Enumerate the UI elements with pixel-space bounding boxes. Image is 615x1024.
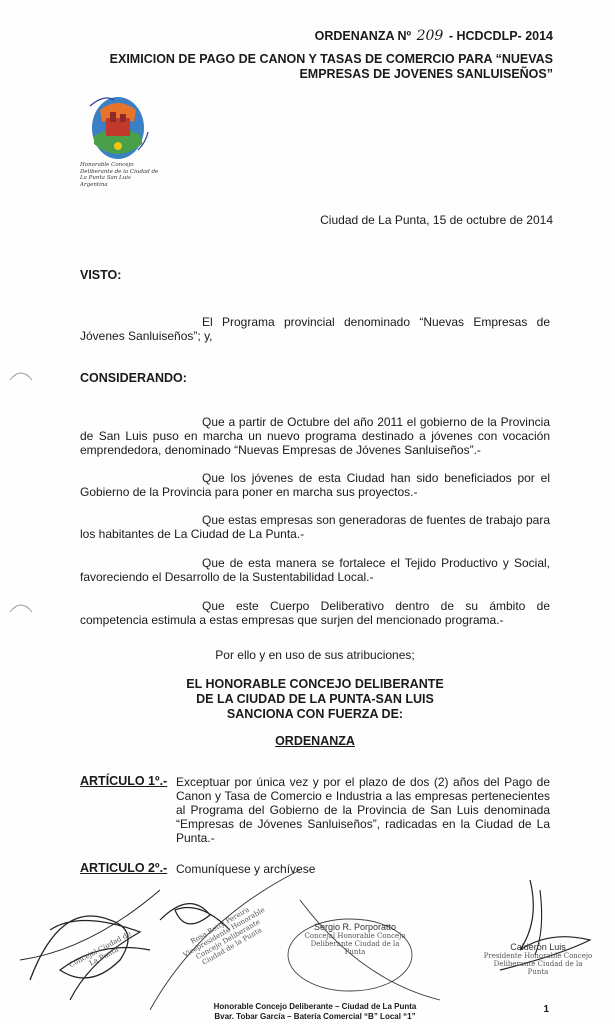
considerando-paragraph: Que los jóvenes de esta Ciudad han sido beneficiados por el Gobierno de la Provincia para poner en marcha sus proyectos.- [80,471,550,499]
article-1-text: Exceptuar por única vez y por el plazo de dos (2) años del Pago de Canon y Tasa de Comercio e Industria a las empresas pertenecientes al Programa del Gobierno de la Provincia de San Luis denominada “Empresas de Jóvenes Sanluiseños”, radicadas en la Ciudad de La Punta.- [176,775,550,845]
footer-line-1: Honorable Concejo Deliberante – Ciudad de La Punta [213,1002,417,1011]
council-line-1: EL HONORABLE CONCEJO DELIBERANTE [186,677,444,691]
council-block [80,677,550,722]
visto-text: El Programa provincial denominado “Nuevas Empresas de Jóvenes Sanluiseños”; y, [80,315,550,343]
ordenanza-heading: ORDENANZA [275,734,355,748]
por-ello-line: Por ello y en uso de sus atribuciones; [215,648,415,662]
article-label-suffix: .- [159,861,168,875]
council-line-2: DE LA CIUDAD DE LA PUNTA-SAN LUIS [196,692,434,706]
article-label-suffix: .- [159,774,168,788]
footer-line-2: Bvar. Tobar García – Batería Comercial “B” Local “1” [214,1012,416,1021]
date-line: Ciudad de La Punta, 15 de octubre de 2014 [320,213,553,227]
footer [80,1002,550,1022]
right-signature-name: Calderón Luis [510,942,566,952]
article-label-text: ARTÍCULO 1º [80,774,160,788]
page-number: 1 [543,1004,549,1015]
punch-hole-mark-icon [8,368,34,382]
center-signature-stamp: Concejal Honorable Concejo Deliberante Ciudad de la Punta [304,932,406,956]
ordinance-suffix: - HCDCDLP- 2014 [448,29,553,43]
ordinance-number-line [315,28,553,44]
punch-hole-mark-icon [8,600,34,614]
considerando-paragraph: Que estas empresas son generadoras de fuentes de trabajo para los habitantes de La Ciudad de La Punta.- [80,513,550,541]
considerando-paragraph: Que este Cuerpo Deliberativo dentro de su ámbito de competencia estimula a estas empresas que surjen del mencionado programa.- [80,599,550,627]
ordinance-number: 209 [416,28,444,44]
article-2-text: Comuníquese y archívese [176,862,316,876]
left-signature-stamp: Concejal Ciudad de La Punta [67,929,133,970]
article-label-text: ARTICULO 2º [80,861,160,875]
considerando-paragraph: Que a partir de Octubre del año 2011 el gobierno de la Provincia de San Luis puso en marcha un nuevo programa destinado a jóvenes con vocación emprendedora, denominado “Nuevas Empresas de Jóvenes Sanluiseños”.- [80,415,550,457]
right-signature [483,942,593,976]
center-signature [300,922,410,956]
considerando-heading: CONSIDERANDO: [80,371,187,385]
considerando-paragraph: Que de esta manera se fortalece el Tejido Productivo y Social, favoreciendo el Desarrollo de la Sustentabilidad Local.- [80,556,550,584]
council-crest-icon [84,92,154,162]
logo-caption: Honorable Concejo Deliberante de la Ciudad de La Punta San Luis Argentina [80,162,159,188]
ordinance-title: EXIMICION DE PAGO DE CANON Y TASAS DE COMERCIO PARA “NUEVAS EMPRESAS DE JOVENES SANLUISEÑOS” [109,52,553,81]
mid-left-signature-stamp: Rosa Betty Pereira Vicepresidente Honorable Concejo Deliberante Ciudad de la Punta [181,905,267,967]
right-signature-stamp: Presidente Honorable Concejo Deliberante Ciudad de la Punta [483,952,593,976]
council-line-3: SANCIONA CON FUERZA DE: [226,707,404,721]
article-1-label [80,774,167,788]
visto-heading: VISTO: [80,268,122,282]
center-signature-name: Sergio R. Porporatto [313,922,397,932]
ordinance-prefix: ORDENANZA Nº [314,29,412,43]
